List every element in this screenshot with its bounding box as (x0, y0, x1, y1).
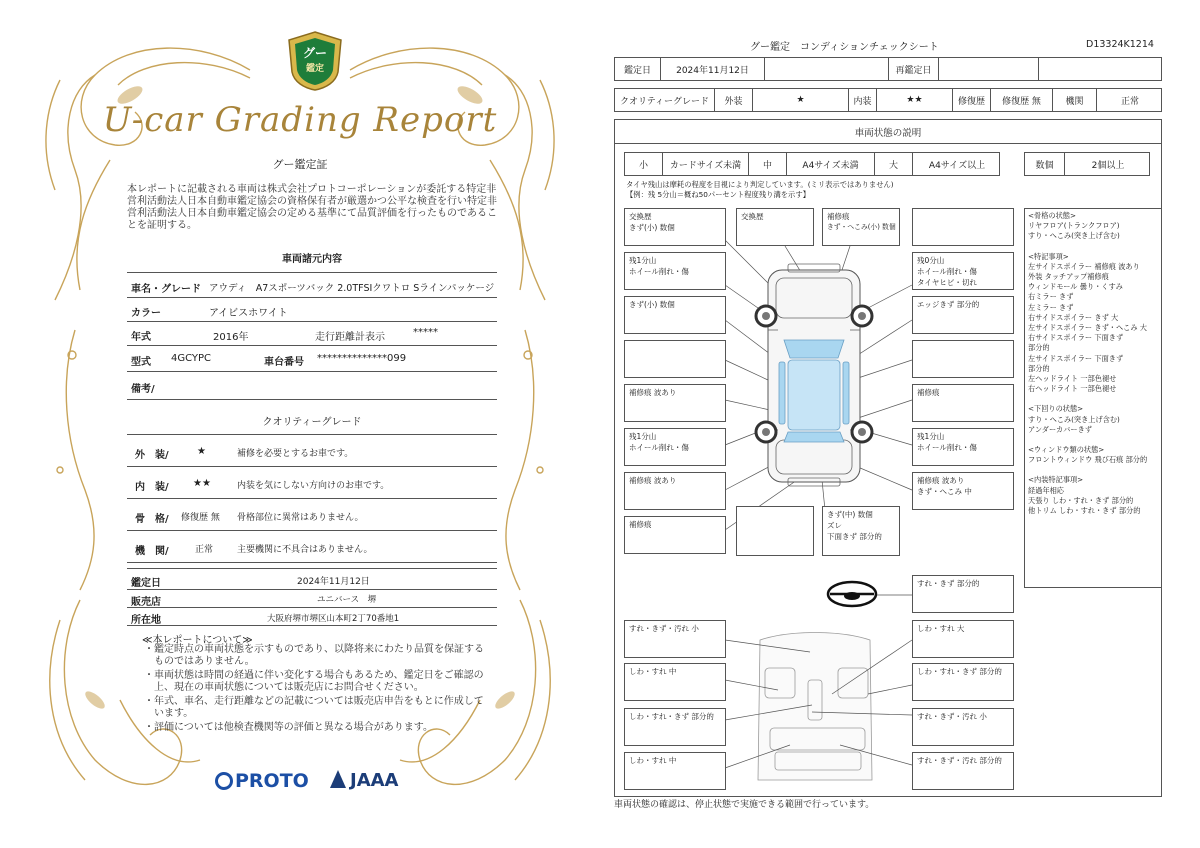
exterior-note-box (912, 296, 1014, 334)
color-value: アイビスホワイト (209, 308, 288, 319)
size-large: 大 (875, 153, 913, 175)
note-line: しわ・すれ 大 (917, 624, 965, 633)
grade-desc: 主要機関に不具合はありません。 (237, 545, 373, 555)
note-line: タイヤヒビ・切れ (917, 278, 977, 287)
note-line: すれ・きず・汚れ 小 (629, 624, 699, 633)
model-value: アウディ A7スポーツバック 2.0TFSIクワトロ Sラインパッケージ (209, 283, 495, 294)
emblem-text-bottom: 鑑定 (305, 64, 324, 74)
exterior-note-box (912, 252, 1014, 290)
chassis-label: 車台番号 (264, 357, 304, 368)
grade-label: 外 装/ (135, 450, 169, 461)
reappraisal-label: 再鑑定日 (889, 58, 939, 80)
exterior-note-box (624, 208, 726, 246)
tire-example: 【例：残 5分山＝概ね50パーセント程度残り溝を示す】 (626, 190, 810, 199)
detail-line: 右ヘッドライト 一部色褪せ (1028, 384, 1117, 394)
date-label: 鑑定日 (615, 58, 661, 80)
mileage-value: ***** (413, 327, 438, 338)
note-line: ホイール削れ・傷 (629, 267, 689, 276)
grade-value: 正常 (195, 545, 214, 555)
proto-logo (215, 770, 309, 792)
jaaa-logo-text: JAAA (350, 770, 399, 791)
note-line: きず(小) 数個 (629, 300, 675, 309)
detail-line: 左サイドスポイラー 補修痕 波あり (1028, 261, 1140, 271)
grade-label: 骨 格/ (135, 514, 169, 525)
grade-row-exterior (127, 435, 497, 467)
note-line: すれ・きず 部分的 (917, 579, 980, 588)
certificate-statement: 本レポートに記載される車両は株式会社プロトコーポレーションが委託する特定非営利活動法人日本自動車鑑定協会の資格保有者が厳選かつ公平な検査を行い特定非営利活動法人日本自動車鑑定協会の定める基準にて品質評価を行ったものであることを証明する。 (127, 184, 497, 231)
note-line: きず・へこみ(小) 数個 (827, 223, 896, 231)
detail-line: 天張り しわ・すれ・きず 部分的 (1028, 495, 1134, 505)
repair-label: 修復歴 (953, 89, 991, 111)
note-line: 残0分山 (917, 256, 945, 265)
detail-line: リヤフロア(トランクフロア) (1028, 221, 1120, 231)
exterior-note-box (624, 340, 726, 378)
grade-value: ★★ (193, 478, 211, 489)
size-mid: 中 (749, 153, 787, 175)
grade-label: 内 装/ (135, 482, 169, 493)
note-line: 補修痕 (827, 212, 850, 221)
note-line: 補修痕 波あり (629, 388, 677, 397)
condition-heading: 車両状態の説明 (615, 120, 1161, 144)
detail-line: すり・へこみ(突き上げ含む) (1028, 414, 1120, 424)
date-value: 2024年11月12日 (661, 58, 765, 80)
exterior-note-box (822, 506, 900, 556)
detail-findings (1024, 208, 1162, 588)
appraisal-date-label: 鑑定日 (131, 578, 161, 589)
detail-line (1028, 465, 1158, 475)
address-row (127, 608, 497, 626)
detail-line: <内装特記事項> (1028, 475, 1084, 485)
exterior-note-box (912, 208, 1014, 246)
model-row (127, 272, 497, 298)
note-line: 下面きず 部分的 (827, 532, 882, 541)
certificate-title: グー鑑定証 (272, 158, 328, 171)
report-title: U-car Grading Report (102, 100, 498, 140)
interior-note-box (624, 620, 726, 658)
interior-note-box (624, 663, 726, 701)
detail-line: 部分的 (1028, 343, 1050, 353)
address-label: 所在地 (131, 615, 161, 626)
exterior-note-box (912, 384, 1014, 422)
note-line: すれ・きず・汚れ 部分的 (917, 756, 1002, 765)
chassis-value: **************099 (317, 353, 407, 364)
quality-heading-rule (127, 408, 497, 435)
interior-note-box (912, 708, 1014, 746)
note-item: ・年式、車名、走行距離などの記載については販売店申告をもとに作成しています。 (144, 696, 484, 719)
sheet-title: グー鑑定 コンディションチェックシート (750, 42, 939, 53)
appraisal-date-row (127, 568, 497, 590)
proto-logo-text: PROTO (235, 770, 309, 792)
repair-value: 修復歴 無 (991, 89, 1053, 111)
detail-line: フロントウィンドウ 飛び石痕 部分的 (1028, 455, 1148, 465)
detail-line: 外装 タッチアップ補修痕 (1028, 272, 1109, 282)
exterior-label: 外装 (715, 89, 753, 111)
note-line: しわ・すれ・きず 部分的 (629, 712, 714, 721)
quality-label: クオリティーグレード (615, 89, 715, 111)
note-item: ・車両状態は時間の経過に伴い変化する場合もあるため、鑑定日をご確認の上、現在の車両状態については販売店にお問合せください。 (144, 670, 484, 693)
exterior-note-box (624, 472, 726, 510)
grade-label: 機 関/ (135, 546, 169, 557)
dealer-label: 販売店 (131, 597, 161, 608)
exterior-note-box (624, 296, 726, 334)
note-line: 補修痕 (629, 520, 652, 529)
exterior-note-box (912, 340, 1014, 378)
note-item: ・鑑定時点の車両状態を示すものであり、以降将来にわたり品質を保証するものではありません。 (144, 644, 484, 667)
detail-line: <特記事項> (1028, 251, 1069, 261)
engine-value: 正常 (1120, 96, 1139, 107)
note-line: ホイール削れ・傷 (917, 443, 977, 452)
size-mid-desc: A4サイズ未満 (787, 153, 875, 175)
remarks-label: 備考/ (131, 384, 155, 395)
detail-line: 右サイドスポイラー 下面きず (1028, 333, 1124, 343)
note-line: ホイール削れ・傷 (917, 267, 977, 276)
notes-title: ≪本レポートについて≫ (142, 635, 253, 646)
year-row (127, 322, 497, 346)
detail-line: すり・へこみ(突き上げ含む) (1028, 231, 1120, 241)
jaaa-logo-mark (330, 770, 346, 788)
specs-heading: 車両諸元内容 (282, 254, 342, 265)
grade-desc: 内装を気にしない方向けのお車です。 (237, 481, 390, 491)
detail-line: 部分的 (1028, 363, 1050, 373)
note-item: ・評価については他検査機関等の評価と異なる場合があります。 (144, 722, 433, 733)
proto-logo-mark (215, 772, 233, 790)
interior-note-box (912, 663, 1014, 701)
size-small-desc: カードサイズ未満 (663, 153, 749, 175)
grade-value: 修復歴 無 (181, 513, 220, 523)
exterior-note-box (736, 208, 814, 246)
sheet-id: D13324K1214 (1086, 39, 1154, 50)
detail-line: アンダーカバーきず (1028, 424, 1092, 434)
note-line: 残1分山 (629, 432, 657, 441)
detail-line: <骨格の状態> (1028, 211, 1076, 220)
detail-line: 他トリム しわ・すれ・きず 部分的 (1028, 506, 1141, 516)
grade-value: ★ (197, 446, 206, 457)
note-line: しわ・すれ・きず 部分的 (917, 667, 1002, 676)
detail-line: 右サイドスポイラー きず 大 (1028, 312, 1119, 322)
detail-line: 左サイドスポイラー 下面きず (1028, 353, 1124, 363)
detail-line (1028, 435, 1158, 445)
grade-desc: 骨格部位に異常はありません。 (237, 513, 364, 523)
dealer-row (127, 590, 497, 608)
interior-label: 内装 (849, 89, 877, 111)
note-line: ズレ (827, 521, 842, 530)
note-line: 残1分山 (917, 432, 945, 441)
interior-note-box (912, 620, 1014, 658)
grade-desc: 補修を必要とするお車です。 (237, 449, 354, 459)
exterior-note-box (624, 252, 726, 290)
emblem-text-top: グー (302, 46, 327, 60)
color-label: カラー (131, 308, 161, 319)
note-line: 交換歴 (741, 212, 764, 221)
mileage-label: 走行距離計表示 (315, 332, 385, 343)
note-line: 補修痕 波あり (917, 476, 965, 485)
model-label: 車名・グレード (131, 284, 201, 295)
year-label: 年式 (131, 332, 151, 343)
interior-note-box (912, 752, 1014, 790)
detail-line: 左ミラー きず (1028, 302, 1074, 312)
condition-check-sheet (600, 0, 1200, 848)
note-line: 残1分山 (629, 256, 657, 265)
interior-note-box (624, 752, 726, 790)
size-large-desc: A4サイズ以上 (928, 160, 986, 171)
exterior-value: ★ (753, 89, 849, 111)
grade-row-interior (127, 467, 497, 499)
address-value: 大阪府堺市堺区山本町2丁70番地1 (267, 614, 400, 624)
detail-line: 右ミラー きず (1028, 292, 1074, 302)
detail-line: 左サイドスポイラー きず・へこみ 大 (1028, 323, 1147, 333)
note-line: きず・へこみ 中 (917, 487, 972, 496)
grade-row-engine (127, 531, 497, 563)
detail-line: <ウィンドウ類の状態> (1028, 445, 1105, 455)
note-line: しわ・すれ 中 (629, 756, 677, 765)
count-desc: 2個以上 (1091, 160, 1125, 171)
note-line: 補修痕 波あり (629, 476, 677, 485)
goo-appraisal-emblem (286, 30, 344, 92)
jaaa-logo (330, 770, 399, 791)
detail-line: ウィンドモール 曇り・くすみ (1028, 282, 1123, 292)
engine-label: 機関 (1053, 89, 1097, 111)
note-line: エッジきず 部分的 (917, 300, 980, 309)
type-row (127, 346, 497, 372)
grade-row-frame (127, 499, 497, 531)
remarks-row (127, 372, 497, 400)
note-line: 補修痕 (917, 388, 940, 397)
exterior-note-box (624, 428, 726, 466)
bottom-note: 車両状態の確認は、停止状態で実施できる範囲で行っています。 (614, 800, 875, 810)
detail-line: 経過年相応 (1028, 485, 1064, 495)
year-value: 2016年 (213, 332, 249, 343)
note-line: きず(小) 数個 (629, 223, 675, 232)
type-label: 型式 (131, 357, 151, 368)
note-line: 交換歴 (629, 212, 652, 221)
interior-note-box (912, 575, 1014, 613)
interior-note-box (624, 708, 726, 746)
count-label: 数個 (1025, 153, 1065, 175)
color-row (127, 298, 497, 322)
exterior-note-box (912, 472, 1014, 510)
appraisal-date-value: 2024年11月12日 (297, 577, 370, 587)
exterior-note-box (624, 516, 726, 554)
quality-heading: クオリティーグレード (262, 417, 362, 428)
detail-line: <下回りの状態> (1028, 404, 1084, 414)
size-small: 小 (625, 153, 663, 175)
note-line: しわ・すれ 中 (629, 667, 677, 676)
type-value: 4GCYPC (171, 353, 212, 364)
tire-note: タイヤ残山は摩耗の程度を目視により判定しています。(ミリ表示ではありません) (626, 180, 894, 189)
exterior-note-box (912, 428, 1014, 466)
exterior-note-box (822, 208, 900, 246)
note-line: ホイール削れ・傷 (629, 443, 689, 452)
dealer-value: ユニバース 堺 (317, 595, 377, 605)
note-line: すれ・きず・汚れ 小 (917, 712, 987, 721)
interior-value: ★★ (877, 89, 953, 111)
exterior-note-box (736, 506, 814, 556)
detail-line: 左ヘッドライト 一部色褪せ (1028, 374, 1117, 384)
exterior-note-box (624, 384, 726, 422)
detail-line (1028, 394, 1158, 404)
detail-line (1028, 242, 1158, 252)
note-line: きず(中) 数個 (827, 510, 873, 519)
